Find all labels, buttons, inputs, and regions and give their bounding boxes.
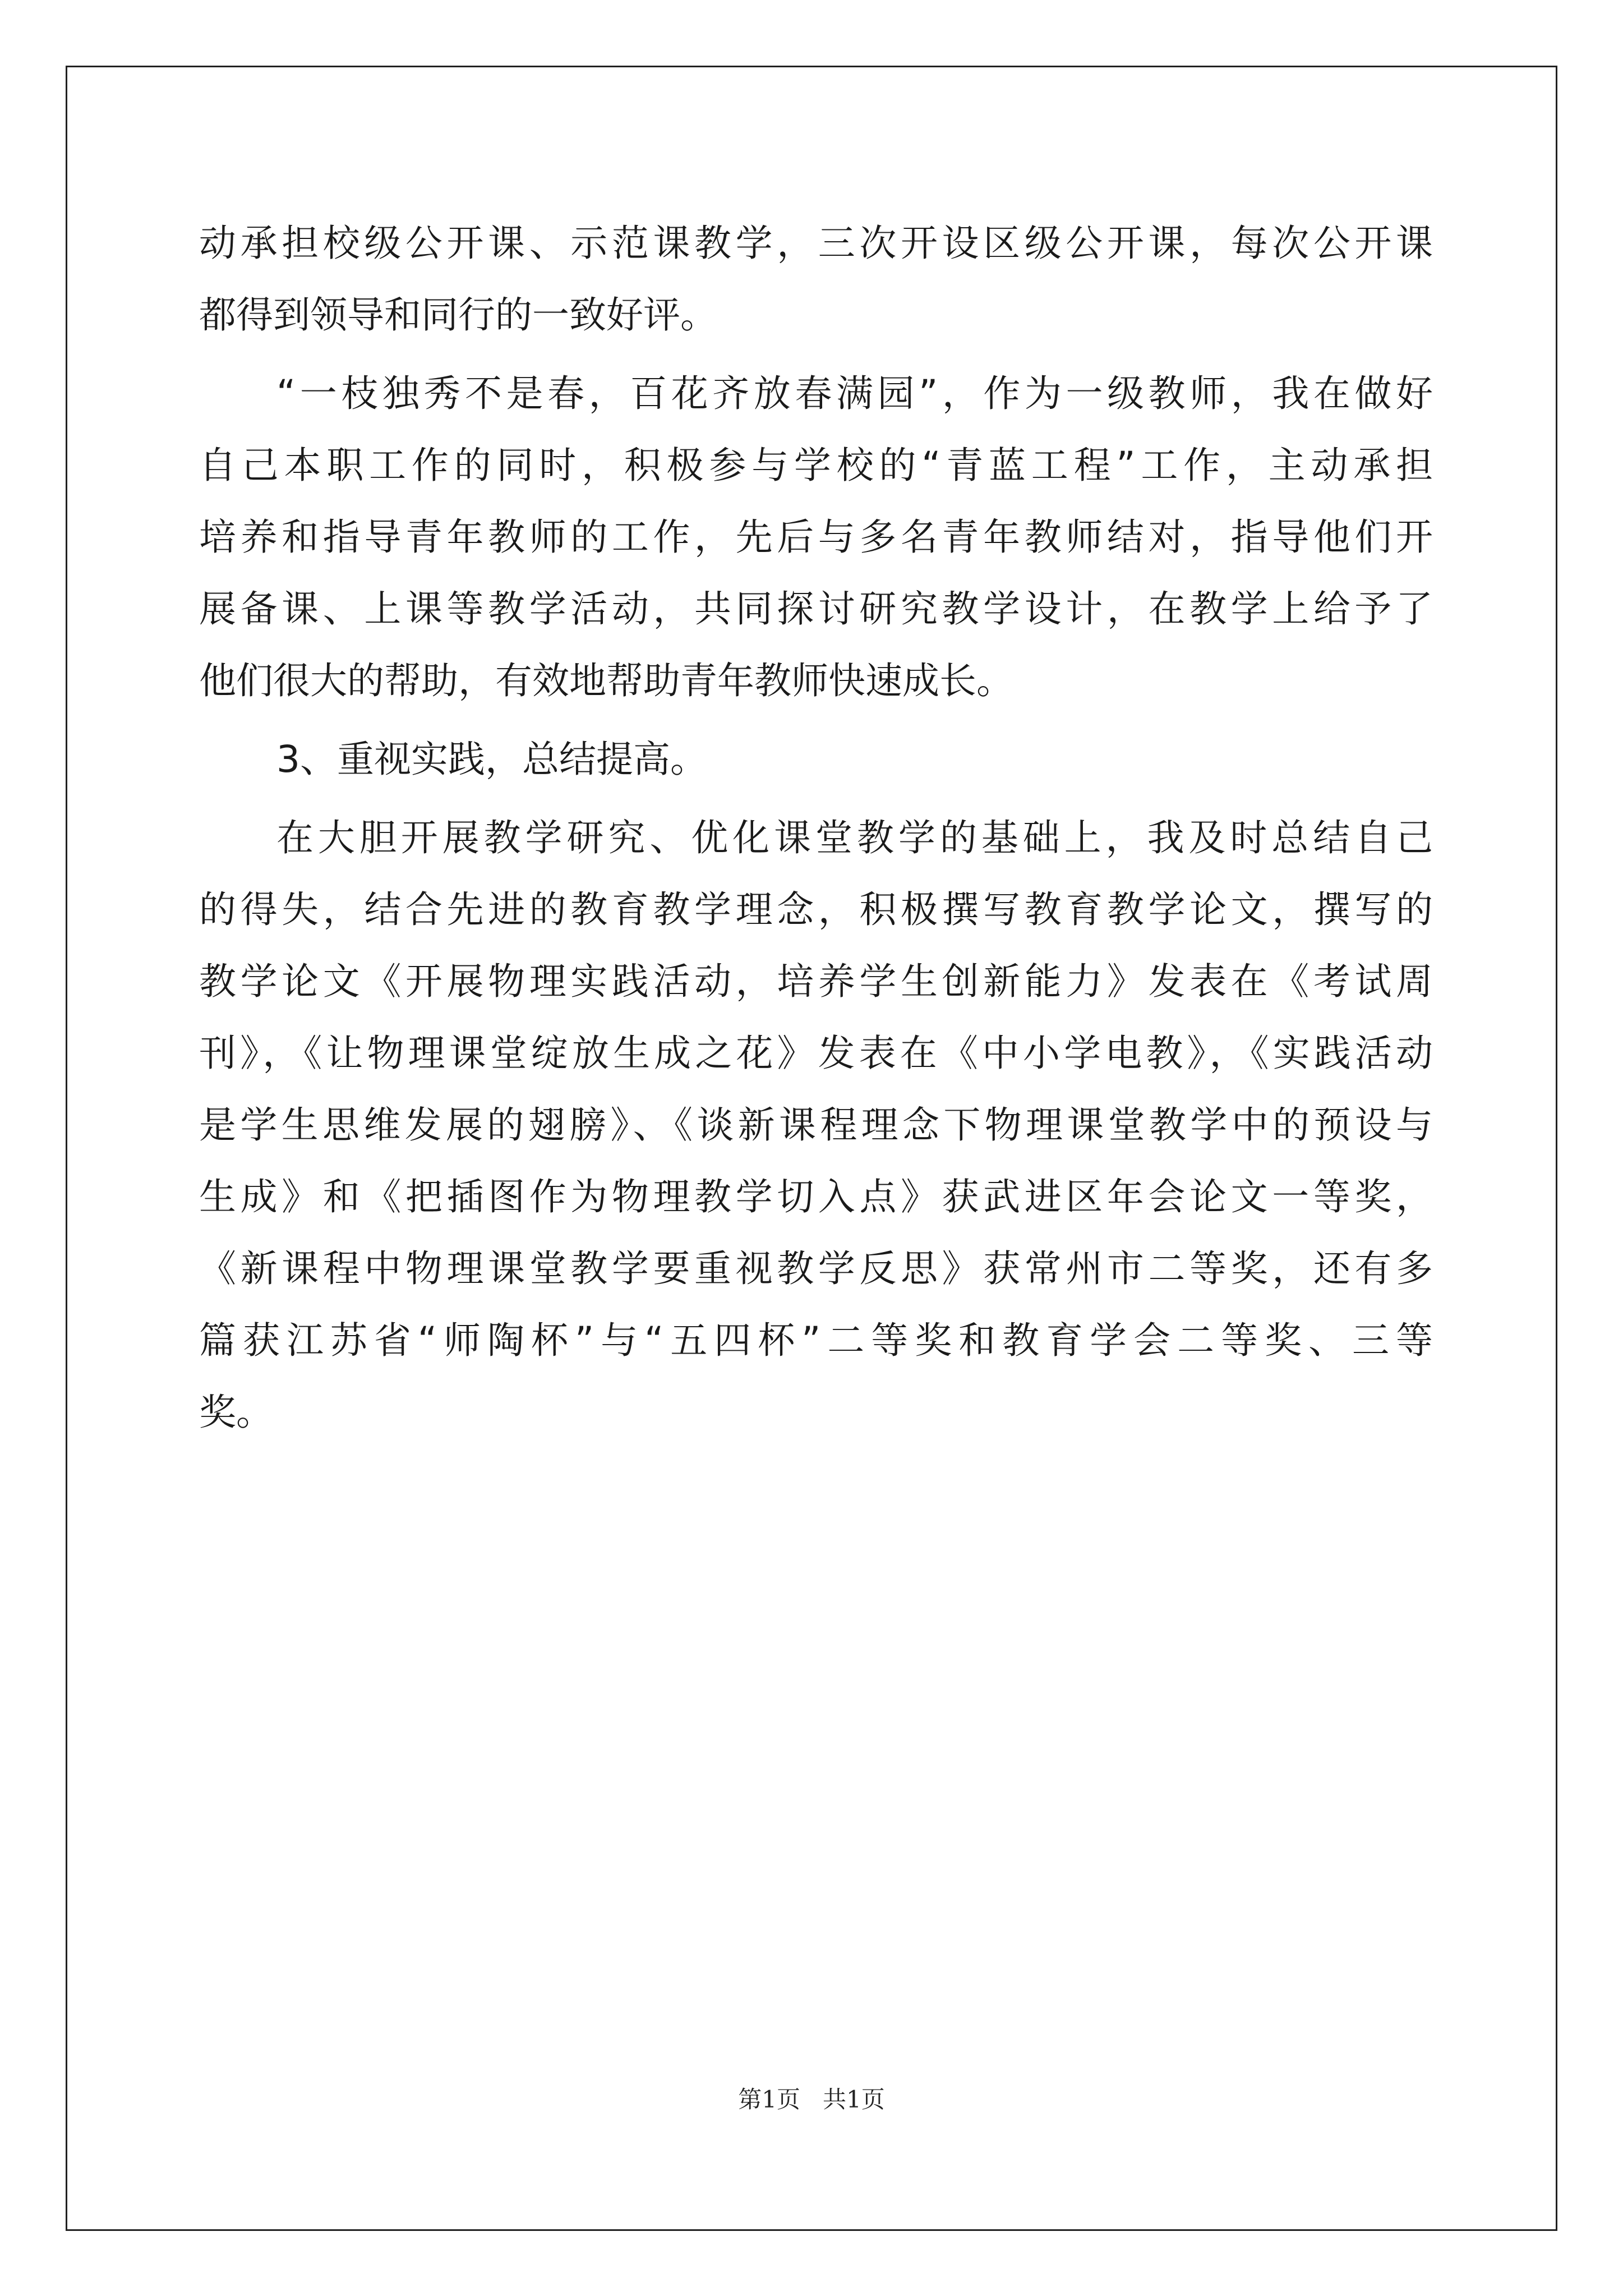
page-number-footer: 第1页 共1页 xyxy=(738,2086,885,2113)
paragraph-line: “一枝独秀不是春，百花齐放春满园”，作为一级教师，我在做好 xyxy=(276,372,1433,415)
paragraph-line: 篇获江苏省“师陶杯”与“五四杯”二等奖和教育学会二等奖、三等 xyxy=(199,1319,1433,1362)
paragraph-line: 动承担校级公开课、示范课教学，三次开设区级公开课，每次公开课 xyxy=(199,222,1433,265)
paragraph-line: 培养和指导青年教师的工作，先后与多名青年教师结对，指导他们开 xyxy=(199,516,1433,559)
paragraph-line: 《新课程中物理课堂教学要重视教学反思》获常州市二等奖，还有多 xyxy=(199,1247,1433,1290)
paragraph-line: 奖。 xyxy=(199,1391,273,1434)
paragraph-line: 生成》和《把插图作为物理教学切入点》获武进区年会论文一等奖， xyxy=(199,1175,1433,1218)
paragraph-line: 展备课、上课等教学活动，共同探讨研究教学设计，在教学上给予了 xyxy=(199,587,1433,631)
paragraph-line: 的得失，结合先进的教育教学理念，积极撰写教育教学论文，撰写的 xyxy=(199,888,1433,931)
paragraph-line: 教学论文《开展物理实践活动，培养学生创新能力》发表在《考试周 xyxy=(199,960,1433,1003)
document-body xyxy=(199,208,1433,1448)
paragraph-line: 自己本职工作的同时，积极参与学校的“青蓝工程”工作，主动承担 xyxy=(199,444,1433,487)
paragraph-line: 是学生思维发展的翅膀》、《谈新课程理念下物理课堂教学中的预设与 xyxy=(199,1103,1433,1147)
paragraph-line: 在大胆开展教学研究、优化课堂教学的基础上，我及时总结自己 xyxy=(276,816,1433,859)
paragraph-line: 都得到领导和同行的一致好评。 xyxy=(199,293,717,337)
section-heading: 3、重视实践，总结提高。 xyxy=(276,738,707,781)
paragraph-line: 刊》，《让物理课堂绽放生成之花》发表在《中小学电教》，《实践活动 xyxy=(199,1032,1433,1075)
paragraph-line: 他们很大的帮助，有效地帮助青年教师快速成长。 xyxy=(199,659,1013,702)
